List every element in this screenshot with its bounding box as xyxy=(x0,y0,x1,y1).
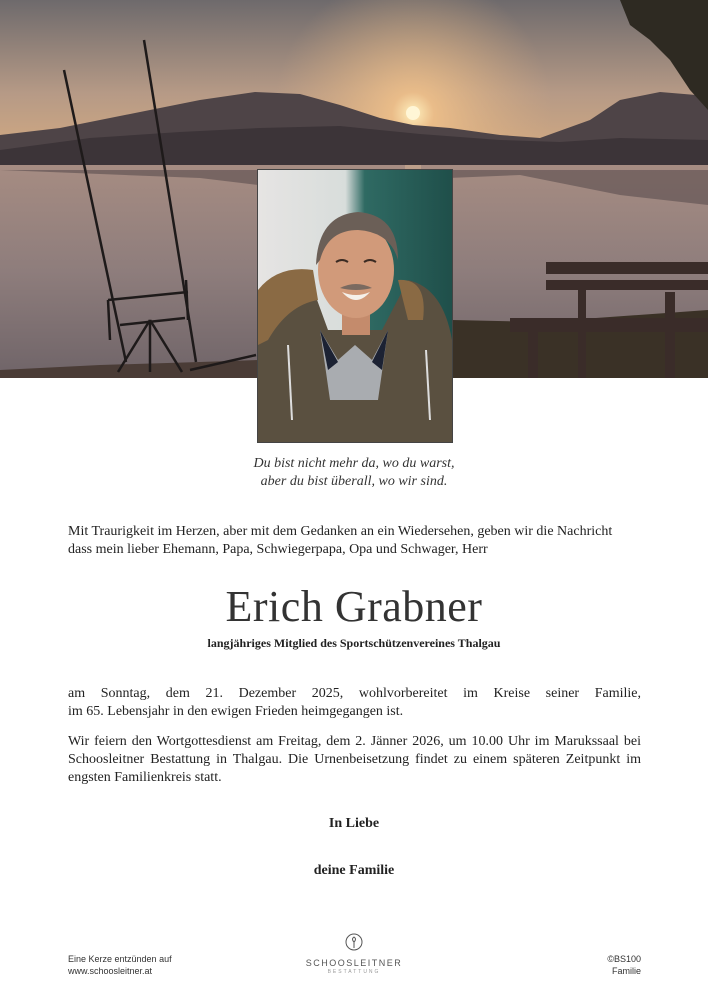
closing-in-liebe: In Liebe xyxy=(328,816,380,831)
footer-code xyxy=(607,953,641,977)
closing-family: deine Familie xyxy=(313,863,395,878)
deceased-name: Erich Grabner xyxy=(225,582,483,631)
template-category: Familie xyxy=(611,966,641,976)
memorial-quote xyxy=(0,455,708,491)
funeral-home-logo xyxy=(304,933,404,975)
intro-line: Mit Traurigkeit im Herzen, aber mit dem Gedanken an ein Wiedersehen, geben wir die Nachricht xyxy=(68,524,613,539)
rose-icon xyxy=(345,933,363,951)
paragraph-line: Wir feiern den Wortgottesdienst am Freitag, dem 2. Jänner 2026, um 10.00 Uhr im Marukssaal bei xyxy=(68,734,641,749)
intro-text xyxy=(68,523,644,559)
quote-line: aber du bist überall, wo wir sind. xyxy=(260,474,448,489)
logo-name: SCHOOSLEITNER xyxy=(305,958,403,968)
logo-subtitle: BESTATTUNG xyxy=(327,969,381,975)
service-info-paragraph xyxy=(68,733,641,787)
footer-candle-link[interactable] xyxy=(68,953,172,977)
paragraph-line: im 65. Lebensjahr in den ewigen Frieden heimgegangen ist. xyxy=(68,704,404,719)
paragraph-line: engsten Familienkreis statt. xyxy=(68,770,222,785)
intro-line: dass mein lieber Ehemann, Papa, Schwiegerpapa, Opa und Schwager, Herr xyxy=(68,542,488,557)
deceased-subtitle: langjähriges Mitglied des Sportschützenvereines Thalgau xyxy=(207,636,501,650)
paragraph-line: Schoosleitner Bestattung in Thalgau. Die Urnenbeisetzung findet zu einem späteren Zeitpunkt im xyxy=(68,752,641,767)
quote-line: Du bist nicht mehr da, wo du warst, xyxy=(253,456,455,471)
death-notice-paragraph xyxy=(68,685,641,721)
template-code: ©BS100 xyxy=(607,954,641,964)
footer-candle-text: Eine Kerze entzünden auf xyxy=(68,954,172,964)
paragraph-line: am Sonntag, dem 21. Dezember 2025, wohlvorbereitet im Kreise seiner Familie, xyxy=(68,686,641,701)
footer-website-link[interactable]: www.schoosleitner.at xyxy=(68,966,153,976)
portrait-photo xyxy=(258,170,452,442)
